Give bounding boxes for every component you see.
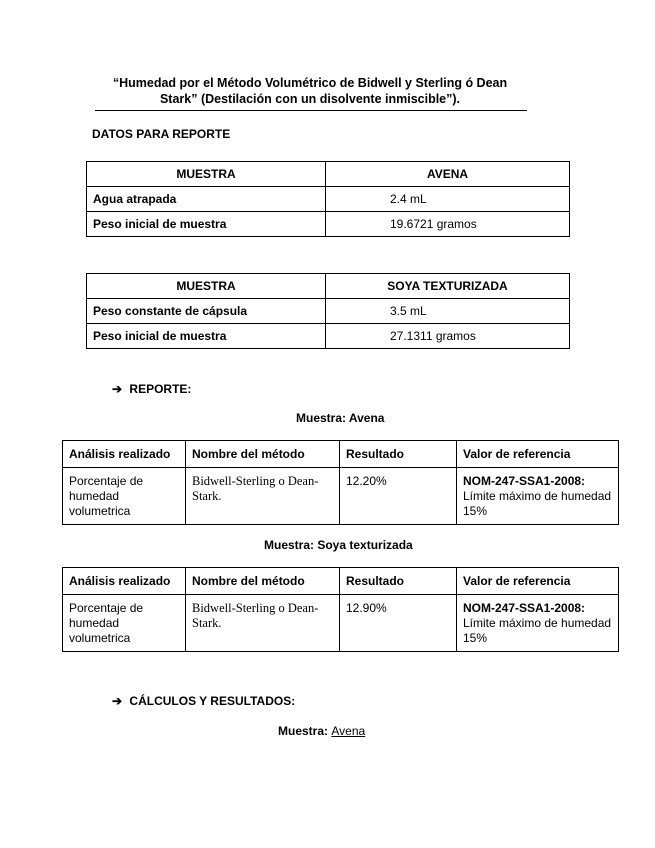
- table-row: [87, 299, 570, 324]
- reference-norm: NOM-247-SSA1-2008:: [463, 601, 586, 615]
- reporte-label: REPORTE:: [129, 382, 192, 396]
- row-value: 3.5 mL: [326, 299, 570, 324]
- method-cell: Bidwell-Sterling o Dean-Stark.: [186, 595, 340, 652]
- calculos-muestra: [278, 724, 365, 738]
- row-value: 2.4 mL: [326, 187, 570, 212]
- header-cell: Análisis realizado: [63, 568, 186, 595]
- arrow-icon: ➔: [112, 694, 123, 708]
- reference-norm: NOM-247-SSA1-2008:: [463, 474, 586, 488]
- report-table-avena: [62, 440, 619, 525]
- row-label: Peso constante de cápsula: [87, 299, 326, 324]
- table-header-row: [87, 162, 570, 187]
- table-row: [63, 595, 619, 652]
- result-cell: 12.20%: [340, 468, 457, 525]
- header-cell: MUESTRA: [87, 162, 326, 187]
- table-header-row: [63, 568, 619, 595]
- header-cell: Valor de referencia: [457, 441, 619, 468]
- reference-text: Límite máximo de humedad 15%: [463, 616, 612, 645]
- table-row: [87, 187, 570, 212]
- table-soya: [86, 273, 570, 349]
- table-avena: [86, 161, 570, 237]
- muestra-value: Avena: [331, 724, 366, 738]
- header-cell: Resultado: [340, 568, 457, 595]
- row-label: Agua atrapada: [87, 187, 326, 212]
- reference-text: Límite máximo de humedad 15%: [463, 489, 612, 518]
- header-cell: Valor de referencia: [457, 568, 619, 595]
- title-line-1: “Humedad por el Método Volumétrico de Bidwell y Sterling ó Dean: [112, 76, 508, 90]
- row-label: Peso inicial de muestra: [87, 324, 326, 349]
- analysis-cell: Porcentaje de humedad volumetrica: [63, 595, 186, 652]
- header-cell: AVENA: [326, 162, 570, 187]
- header-cell: Nombre del método: [186, 568, 340, 595]
- row-value: 27.1311 gramos: [326, 324, 570, 349]
- row-label: Peso inicial de muestra: [87, 212, 326, 237]
- result-cell: 12.90%: [340, 595, 457, 652]
- analysis-cell: Porcentaje de humedad volumetrica: [63, 468, 186, 525]
- method-cell: Bidwell-Sterling o Dean-Stark.: [186, 468, 340, 525]
- reference-cell: [457, 468, 619, 525]
- muestra-soya-label: Muestra: Soya texturizada: [264, 538, 413, 552]
- datos-heading: DATOS PARA REPORTE: [92, 127, 231, 141]
- row-value: 19.6721 gramos: [326, 212, 570, 237]
- table-header-row: [87, 274, 570, 299]
- arrow-icon: ➔: [112, 382, 123, 396]
- header-cell: Resultado: [340, 441, 457, 468]
- muestra-avena-label: Muestra: Avena: [296, 411, 385, 425]
- title-line-2: Stark” (Destilación con un disolvente inmiscible”).: [159, 92, 461, 106]
- table-header-row: [63, 441, 619, 468]
- calculos-label: CÁLCULOS Y RESULTADOS:: [129, 694, 296, 708]
- reporte-heading: [112, 382, 191, 396]
- muestra-label: Muestra:: [278, 724, 329, 738]
- table-row: [87, 212, 570, 237]
- header-cell: Nombre del método: [186, 441, 340, 468]
- calculos-heading: [112, 694, 295, 708]
- table-row: [63, 468, 619, 525]
- title-divider: [95, 110, 527, 111]
- header-cell: SOYA TEXTURIZADA: [326, 274, 570, 299]
- header-cell: Análisis realizado: [63, 441, 186, 468]
- document-title: [95, 75, 525, 107]
- reference-cell: [457, 595, 619, 652]
- table-row: [87, 324, 570, 349]
- header-cell: MUESTRA: [87, 274, 326, 299]
- report-table-soya: [62, 567, 619, 652]
